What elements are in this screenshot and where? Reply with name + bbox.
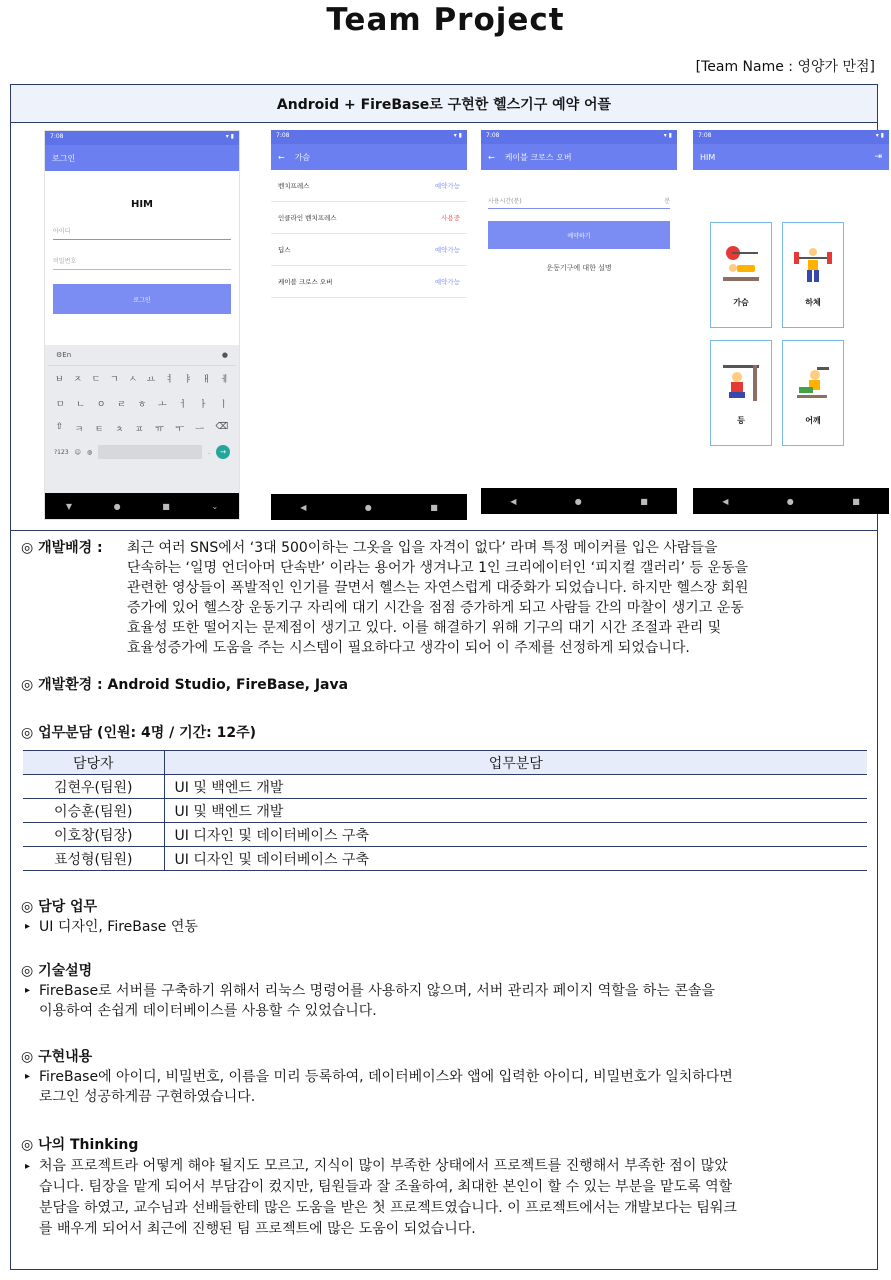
key[interactable]: ㅔ [220, 375, 230, 385]
table-header-row [23, 751, 867, 775]
home-screen [693, 130, 889, 514]
status-bar [693, 130, 889, 144]
my-role-text: ▸ UI 디자인, FireBase 연동 [21, 917, 881, 937]
login-button[interactable]: 로그인 [53, 284, 231, 314]
key[interactable]: ㅋ [74, 425, 84, 435]
thinking-text-line: 습니다. 팀장을 맡게 되어서 부담감이 컸지만, 팀원들과 잘 조율하여, 최대한 본인이 할 수 있는 부분을 맡도록 역할 [39, 1179, 733, 1195]
signal-icon: ▾ ▮ [225, 133, 234, 140]
background-section [21, 538, 881, 658]
equipment-item[interactable] [271, 266, 467, 298]
team-name: [Team Name : 영양가 만점] [695, 59, 875, 75]
bench-press-icon [719, 243, 763, 287]
enter-icon[interactable]: → [216, 445, 230, 459]
category-shoulders[interactable] [782, 340, 844, 446]
logout-icon[interactable]: ⇥ [874, 152, 882, 162]
settings-icon[interactable]: ⚙ [56, 351, 63, 359]
key[interactable]: ㅌ [94, 425, 104, 435]
impl-heading: ◎ 구현내용 [21, 1049, 93, 1065]
key[interactable]: ㅁ [55, 400, 65, 410]
background-text [21, 558, 881, 658]
environment-section: ◎ 개발환경 : Android Studio, FireBase, Java [21, 677, 349, 693]
space-key[interactable] [98, 445, 202, 459]
equipment-name: 딥스 [278, 246, 291, 254]
globe-icon[interactable]: ◍ [86, 448, 93, 456]
home-icon[interactable]: ● [113, 501, 121, 511]
my-role-section [21, 897, 881, 937]
back-icon[interactable]: ◀ [722, 496, 729, 506]
key[interactable]: ㅇ [96, 400, 106, 410]
background-text-line: 증가에 있어 헬스장 운동기구 자리에 대기 시간을 점점 증가하게 되고 사람들 간의 마찰이 생기고 운동 [127, 600, 744, 616]
background-label: ◎ 개발배경 : [21, 540, 103, 556]
home-icon[interactable]: ● [574, 496, 582, 506]
thinking-text-line: 를 배우게 되어서 최근에 진행된 팀 프로젝트에 많은 도움이 되었습니다. [39, 1221, 476, 1237]
key[interactable]: ㅅ [128, 375, 138, 385]
app-bar [693, 144, 889, 170]
key[interactable]: ㅑ [183, 375, 193, 385]
equipment-name: 인클라인 벤치프레스 [278, 214, 337, 222]
impl-text-line: 로그인 성공하게끔 구현하였습니다. [39, 1089, 256, 1105]
app-logo: HIM [130, 199, 154, 210]
recents-icon[interactable]: ■ [162, 501, 170, 511]
recents-icon[interactable]: ■ [430, 502, 438, 512]
table-row [23, 775, 867, 799]
key[interactable]: ㅍ [135, 425, 144, 435]
category-legs[interactable] [782, 222, 844, 328]
equipment-item[interactable] [271, 170, 467, 202]
nav-bar [481, 488, 677, 514]
keyboard-hide-icon[interactable]: ⌄ [211, 501, 219, 511]
tasks-table [23, 750, 867, 871]
mic-icon[interactable]: ● [221, 351, 228, 359]
tech-section [21, 961, 881, 1021]
keyboard[interactable] [45, 345, 239, 493]
id-field[interactable]: 아이디 [53, 226, 231, 240]
status-bar [271, 130, 467, 144]
status-bar [45, 131, 239, 145]
back-icon[interactable]: ◀ [300, 502, 307, 512]
background-text-line: 효율성 또한 떨어지는 문제점이 생기고 있다. 이를 해결하기 위해 기구의 대기 시간 조절과 관리 및 [127, 620, 722, 636]
key[interactable]: ㅗ [158, 400, 167, 410]
screen-title: 케이블 크로스 오버 [504, 152, 572, 162]
category-back[interactable] [710, 340, 772, 446]
lat-pulldown-icon [719, 361, 763, 405]
usage-time-input[interactable] [488, 196, 670, 209]
project-title: Android + FireBase로 구현한 헬스기구 예약 어플 [11, 85, 877, 123]
background-text-line: 단속하는 ‘일명 언더아머 단속반’ 이라는 용어가 생겨나고 1인 크리에이터인 ‘피지컬 갤러리’ 등 운동을 [127, 560, 749, 576]
thinking-text-line: ▸ 처음 프로젝트라 어떻게 해야 될지도 모르고, 지식이 많이 부족한 상태에서 프로젝트를 진행해서 부족한 점이 많았 [21, 1156, 881, 1177]
back-icon[interactable]: ▼ [65, 501, 72, 511]
keyboard-bottom-row [48, 441, 236, 463]
col-header-task: 업무분담 [164, 751, 867, 775]
keyboard-row-1 [48, 366, 236, 391]
tech-text-line: 이용하여 손쉽게 데이터베이스를 사용할 수 있었습니다. [39, 1003, 377, 1019]
app-bar [45, 145, 239, 171]
keyboard-row-3 [48, 416, 236, 441]
equipment-description: 운동기구에 대한 설명 [546, 264, 612, 272]
recents-icon[interactable]: ■ [852, 496, 860, 506]
back-icon[interactable]: ◀ [510, 496, 517, 506]
tech-text-line: ▸ FireBase로 서버를 구축하기 위해서 리눅스 명령어를 사용하지 않으며, 서버 관리자 페이지 역할을 하는 콘솔을 [21, 981, 881, 1001]
my-role-heading: ◎ 담당 업무 [21, 899, 98, 915]
col-header-owner: 담당자 [23, 751, 164, 775]
equipment-status: 예약가능 [434, 246, 460, 254]
key[interactable]: ㅓ [178, 400, 188, 410]
task-cell: UI 디자인 및 데이터베이스 구축 [164, 823, 867, 847]
owner-cell: 김현우(팀원) [23, 775, 164, 799]
equipment-status: 예약가능 [434, 182, 460, 190]
impl-section [21, 1047, 881, 1107]
nav-bar [271, 494, 467, 520]
nav-bar [693, 488, 889, 514]
impl-text-line: ▸ FireBase에 아이디, 비밀번호, 이름을 미리 등록하여, 데이터베이스와 앱에 입력한 아이디, 비밀번호가 일치하다면 [21, 1067, 881, 1087]
equipment-item[interactable] [271, 234, 467, 266]
thinking-heading: ◎ 나의 Thinking [21, 1137, 139, 1153]
back-arrow-icon[interactable]: ← [278, 152, 285, 162]
background-first-line [21, 538, 881, 558]
category-label: 하체 [805, 297, 821, 307]
usage-time-unit: 분 [664, 198, 670, 205]
login-screen [44, 130, 240, 520]
background-text-line: 관련한 영상들이 폭발적인 인기를 끌면서 헬스는 자연스럽게 대중화가 되었습니다. 하지만 헬스장 회원 [127, 580, 749, 596]
keyboard-toolbar [48, 349, 236, 366]
key[interactable]: ㅎ [137, 400, 147, 410]
equipment-status: 예약가능 [434, 278, 460, 286]
home-icon[interactable]: ● [786, 496, 794, 506]
key[interactable]: ㄴ [76, 400, 85, 410]
key[interactable]: ㅛ [146, 375, 156, 385]
key[interactable]: ㅏ [198, 400, 208, 410]
keyboard-lang[interactable]: En [62, 351, 72, 359]
signal-icon: ▾ ▮ [663, 132, 672, 139]
key[interactable]: ㅠ [155, 425, 164, 435]
key[interactable]: ㅣ [219, 400, 229, 410]
period-key[interactable]: . [208, 448, 210, 456]
task-cell: UI 및 백엔드 개발 [164, 799, 867, 823]
status-bar [481, 130, 677, 144]
tasks-heading: ◎ 업무분담 (인원: 4명 / 기간: 12주) [21, 725, 257, 741]
shoulder-press-icon [791, 361, 835, 405]
app-screenshots [11, 123, 884, 531]
recents-icon[interactable]: ■ [640, 496, 648, 506]
numbers-key[interactable]: ?123 [54, 448, 69, 456]
backspace-icon[interactable]: ⌫ [215, 422, 229, 432]
table-row [23, 847, 867, 871]
screen-title: 가슴 [294, 152, 311, 162]
key[interactable]: ㅈ [73, 375, 82, 385]
squat-icon [791, 243, 835, 287]
background-text-line: 효율성증가에 도움을 주는 시스템이 필요하다고 생각이 되어 이 주제를 선정하게 되었습니다. [127, 640, 690, 656]
key[interactable]: ㅂ [54, 375, 64, 385]
key[interactable]: ㄹ [117, 400, 126, 410]
category-chest[interactable] [710, 222, 772, 328]
screen-title: 로그인 [52, 153, 76, 163]
app-bar [481, 144, 677, 170]
shift-icon[interactable]: ⇧ [55, 422, 64, 432]
keyboard-row-2 [48, 391, 236, 416]
chest-list-screen [271, 130, 467, 520]
status-time: 7:08 [50, 133, 64, 140]
task-cell: UI 디자인 및 데이터베이스 구축 [164, 847, 867, 871]
usage-time-placeholder: 사용시간(분) [488, 198, 522, 205]
thinking-text-line: 분담을 하였고, 교수님과 선배들한테 많은 도움을 받은 첫 프로젝트였습니다. 이 프로젝트에서는 개발보다는 팀워크 [39, 1200, 737, 1216]
equipment-name: 케이블 크로스 오버 [278, 278, 333, 286]
owner-cell: 이호창(팀장) [23, 823, 164, 847]
background-text-line: 최근 여러 SNS에서 ‘3대 500이하는 그옷을 입을 자격이 없다’ 라며 특정 메이커를 입은 사람들을 [127, 540, 718, 556]
status-time: 7:08 [698, 132, 712, 139]
equipment-name: 벤치프레스 [278, 182, 310, 190]
status-time: 7:08 [276, 132, 290, 139]
equipment-status: 사용중 [441, 214, 460, 222]
signal-icon: ▾ ▮ [875, 132, 884, 139]
screen-title: HIM [700, 152, 716, 162]
key[interactable]: ㄱ [110, 375, 119, 385]
project-frame [10, 84, 884, 1270]
key[interactable]: ㅊ [114, 425, 124, 435]
table-row [23, 799, 867, 823]
app-bar [271, 144, 467, 170]
signal-icon: ▾ ▮ [453, 132, 462, 139]
table-row [23, 823, 867, 847]
category-grid [710, 222, 862, 446]
thinking-section [21, 1135, 881, 1240]
reserve-screen [481, 130, 677, 514]
key[interactable]: ㄷ [91, 375, 101, 385]
key[interactable]: ㅡ [195, 425, 205, 435]
emoji-icon[interactable]: ☺ [74, 448, 81, 456]
category-label: 어깨 [805, 415, 821, 425]
owner-cell: 표성형(팀원) [23, 847, 164, 871]
key[interactable]: ㅕ [165, 375, 174, 385]
key[interactable]: ㅐ [201, 375, 211, 385]
category-label: 가슴 [733, 297, 749, 307]
equipment-item[interactable] [271, 202, 467, 234]
home-icon[interactable]: ● [364, 502, 372, 512]
password-field[interactable]: 비밀번호 [53, 256, 231, 270]
owner-cell: 이승훈(팀원) [23, 799, 164, 823]
key[interactable]: ㅜ [175, 425, 184, 435]
task-cell: UI 및 백엔드 개발 [164, 775, 867, 799]
back-arrow-icon[interactable]: ← [488, 152, 495, 162]
status-time: 7:08 [486, 132, 500, 139]
nav-bar [45, 493, 239, 519]
category-label: 등 [737, 415, 745, 425]
page-title: Team Project [326, 2, 565, 38]
reserve-button[interactable]: 예약하기 [488, 221, 670, 249]
tech-heading: ◎ 기술설명 [21, 963, 93, 979]
